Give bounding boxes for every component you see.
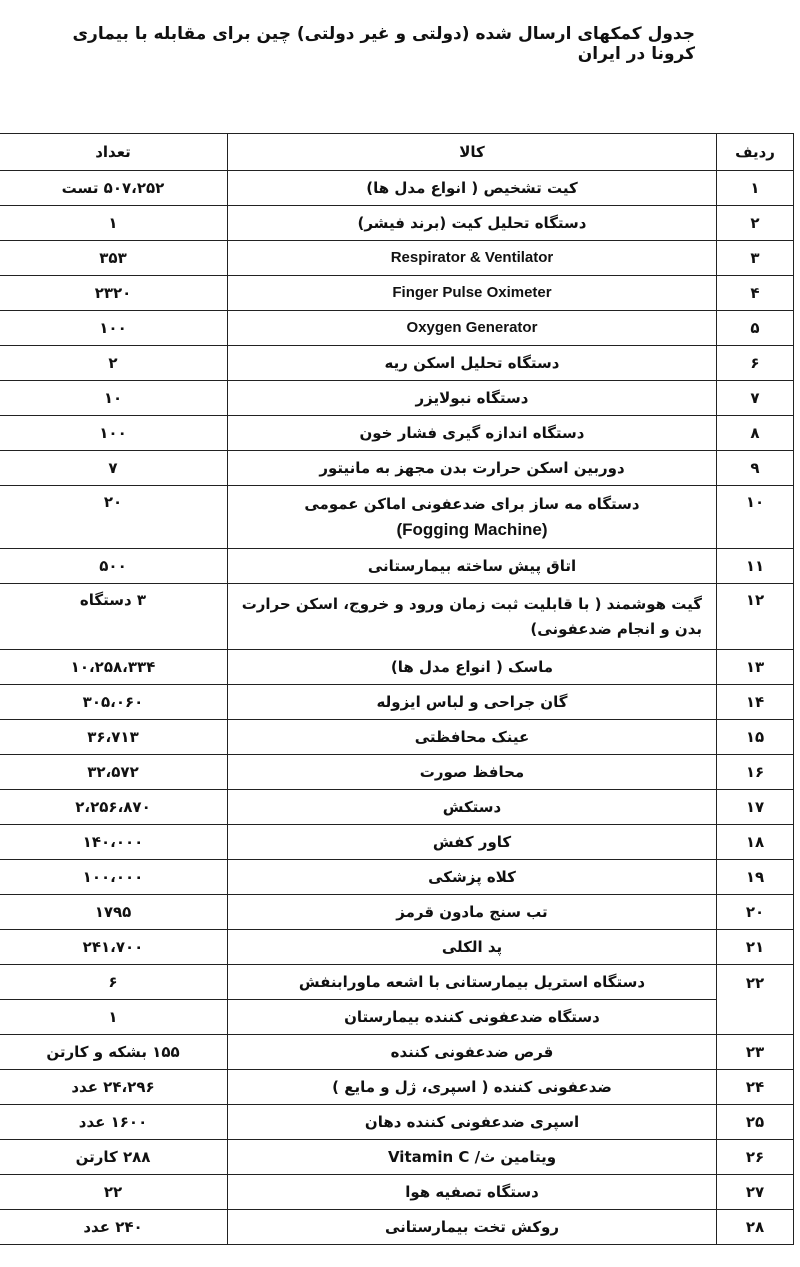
table-row: [0, 346, 794, 381]
item-quantity: ۷: [0, 451, 228, 486]
table-row: [0, 276, 794, 311]
item-quantity: ۵۰۷،۲۵۲ تست: [0, 171, 228, 206]
table-row: [0, 790, 794, 825]
item-quantity: ۱۰۰: [0, 311, 228, 346]
item-quantity: ۳۶،۷۱۳: [0, 720, 228, 755]
table-row: [0, 1035, 794, 1070]
item-quantity: ۱۰،۲۵۸،۳۳۴: [0, 650, 228, 685]
row-number: ۱۵: [717, 720, 794, 755]
table-row: [0, 930, 794, 965]
table-row: [0, 1070, 794, 1105]
row-number: ۱۹: [717, 860, 794, 895]
header-item: کالا: [228, 134, 717, 171]
item-quantity: ۱۷۹۵: [0, 895, 228, 930]
table-row: [0, 549, 794, 584]
item-quantity: ۲۲: [0, 1175, 228, 1210]
item-quantity: ۱: [0, 206, 228, 241]
row-number: ۹: [717, 451, 794, 486]
item-name: عینک محافظتی: [228, 720, 717, 755]
item-name: پد الکلی: [228, 930, 717, 965]
table-row: [0, 416, 794, 451]
item-quantity: ۱: [0, 1000, 228, 1035]
table-row: [0, 720, 794, 755]
row-number: ۲۶: [717, 1140, 794, 1175]
item-quantity: ۲۳۲۰: [0, 276, 228, 311]
row-number: ۵: [717, 311, 794, 346]
row-number: ۲۷: [717, 1175, 794, 1210]
item-name: دستگاه نبولایزر: [228, 381, 717, 416]
row-number: ۱۲: [717, 584, 794, 650]
table-row: [0, 965, 794, 1000]
item-quantity: ۲: [0, 346, 228, 381]
table-row: [0, 381, 794, 416]
item-quantity: ۲۴،۲۹۶ عدد: [0, 1070, 228, 1105]
aid-table: [0, 133, 794, 1245]
row-number: ۷: [717, 381, 794, 416]
row-number: ۳: [717, 241, 794, 276]
table-row: [0, 1140, 794, 1175]
item-quantity: ۱۰۰: [0, 416, 228, 451]
item-name: دستگاه اندازه گیری فشار خون: [228, 416, 717, 451]
table-row: [0, 895, 794, 930]
row-number: ۱۶: [717, 755, 794, 790]
table-row: [0, 650, 794, 685]
item-quantity: ۲۴۱،۷۰۰: [0, 930, 228, 965]
table-row: [0, 451, 794, 486]
row-number: ۶: [717, 346, 794, 381]
table-row: [0, 1105, 794, 1140]
item-quantity: ۵۰۰: [0, 549, 228, 584]
row-number: ۲۳: [717, 1035, 794, 1070]
table-row: [0, 755, 794, 790]
item-quantity: ۱۶۰۰ عدد: [0, 1105, 228, 1140]
row-number: ۸: [717, 416, 794, 451]
table-row: [0, 206, 794, 241]
row-number: ۱۸: [717, 825, 794, 860]
item-name: دستگاه ضدعفونی کننده بیمارستان: [228, 1000, 717, 1035]
table-row: [0, 311, 794, 346]
row-number: ۲۴: [717, 1070, 794, 1105]
item-name: دستگاه تحلیل اسکن ریه: [228, 346, 717, 381]
table-row: [0, 825, 794, 860]
table-row: [0, 171, 794, 206]
item-quantity: ۲۰: [0, 486, 228, 549]
table-row: [0, 486, 794, 549]
item-name: کیت تشخیص ( انواع مدل ها): [228, 171, 717, 206]
item-name: دستکش: [228, 790, 717, 825]
item-name: دوربین اسکن حرارت بدن مجهز به مانیتور: [228, 451, 717, 486]
row-number: ۱۰: [717, 486, 794, 549]
item-quantity: ۶: [0, 965, 228, 1000]
item-name-block: [228, 486, 717, 549]
item-name: ضدعفونی کننده ( اسپری، ژل و مایع ): [228, 1070, 717, 1105]
row-number: ۱۳: [717, 650, 794, 685]
item-name-english: (Fogging Machine): [396, 520, 548, 539]
item-name: گیت هوشمند ( با قابلیت ثبت زمان ورود و خروج، اسکن حرارت بدن و انجام ضدعفونی): [228, 584, 717, 650]
item-name: ماسک ( انواع مدل ها): [228, 650, 717, 685]
header-quantity: تعداد: [0, 134, 228, 171]
item-quantity: ۱۴۰،۰۰۰: [0, 825, 228, 860]
header-row-number: ردیف: [717, 134, 794, 171]
item-quantity: ۳۲،۵۷۲: [0, 755, 228, 790]
item-name: تب سنج مادون قرمز: [228, 895, 717, 930]
item-name: گان جراحی و لباس ایزوله: [228, 685, 717, 720]
row-number: ۱۴: [717, 685, 794, 720]
item-quantity: ۲۸۸ کارتن: [0, 1140, 228, 1175]
item-quantity: ۱۵۵ بشکه و کارتن: [0, 1035, 228, 1070]
table-row: [0, 584, 794, 650]
item-name: دستگاه تصفیه هوا: [228, 1175, 717, 1210]
item-name: دستگاه استریل بیمارستانی با اشعه ماورابنفش: [228, 965, 717, 1000]
table-header-row: [0, 134, 794, 171]
item-name: محافظ صورت: [228, 755, 717, 790]
item-name: Finger Pulse Oximeter: [228, 276, 717, 311]
row-number: ۲۱: [717, 930, 794, 965]
item-name: اسپری ضدعفونی کننده دهان: [228, 1105, 717, 1140]
item-name: اتاق پیش ساخته بیمارستانی: [228, 549, 717, 584]
item-name: روکش تخت بیمارستانی: [228, 1210, 717, 1245]
item-quantity: ۱۰۰،۰۰۰: [0, 860, 228, 895]
item-name: Respirator & Ventilator: [228, 241, 717, 276]
row-number: ۲۸: [717, 1210, 794, 1245]
row-number: ۱۱: [717, 549, 794, 584]
item-name: قرص ضدعفونی کننده: [228, 1035, 717, 1070]
row-number: ۲: [717, 206, 794, 241]
item-quantity: ۱۰: [0, 381, 228, 416]
item-name: کلاه پزشکی: [228, 860, 717, 895]
item-quantity: ۳۵۳: [0, 241, 228, 276]
item-quantity: ۳۰۵،۰۶۰: [0, 685, 228, 720]
item-name: دستگاه تحلیل کیت (برند فیشر): [228, 206, 717, 241]
table-row: [0, 1175, 794, 1210]
item-name: کاور کفش: [228, 825, 717, 860]
page-title: جدول کمکهای ارسال شده (دولتی و غیر دولتی) چین برای مقابله با بیماری کرونا در ایران: [72, 24, 695, 64]
item-quantity: ۳ دستگاه: [0, 584, 228, 650]
item-name: Oxygen Generator: [228, 311, 717, 346]
table-row: [0, 685, 794, 720]
item-name: دستگاه مه ساز برای ضدعفونی اماکن عمومی: [304, 495, 640, 513]
row-number: ۴: [717, 276, 794, 311]
table-row: [0, 1000, 794, 1035]
row-number: ۱۷: [717, 790, 794, 825]
table-row: [0, 860, 794, 895]
table-row: [0, 241, 794, 276]
table-row: [0, 1210, 794, 1245]
row-number: ۱: [717, 171, 794, 206]
row-number: ۲۲: [717, 965, 794, 1035]
item-quantity: ۲۴۰ عدد: [0, 1210, 228, 1245]
item-name: ویتامین ث/ Vitamin C: [228, 1140, 717, 1175]
row-number: ۲۵: [717, 1105, 794, 1140]
item-quantity: ۲،۲۵۶،۸۷۰: [0, 790, 228, 825]
row-number: ۲۰: [717, 895, 794, 930]
